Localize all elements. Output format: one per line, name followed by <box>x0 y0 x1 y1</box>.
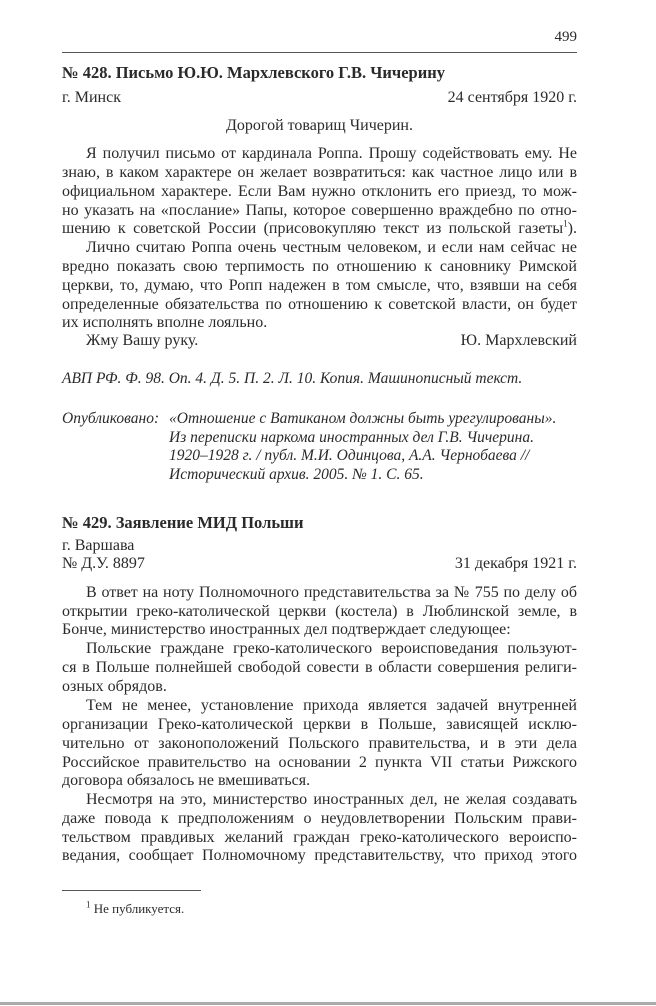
doc428-line: Лично считаю Роппа очень честным человеком, и если нам сейчас не <box>86 239 577 256</box>
doc428-title: № 428. Письмо Ю.Ю. Мархлевского Г.В. Чичерину <box>62 63 445 82</box>
published-line: «Отношение с Ватиканом должны быть урегулированы». <box>169 410 557 427</box>
doc429-line: ся в Польше полнейшей свободой совести в области совершения религи- <box>62 659 577 676</box>
published-label: Опубликовано: <box>62 410 160 427</box>
doc428-line: но указать на «послание» Папы, которое совершенно враждебно по отно- <box>62 202 577 219</box>
doc428-signature: Ю. Мархлевский <box>460 332 577 349</box>
doc429-place: г. Варшава <box>62 537 135 554</box>
footnote-rule <box>62 890 201 891</box>
doc428-closing: Жму Вашу руку. <box>86 332 199 349</box>
doc429-line: чительно от законоположений Польского правительства, и в эти дела <box>62 735 577 752</box>
doc428-line <box>62 219 577 238</box>
header-rule <box>62 52 577 53</box>
line-end: ). <box>567 220 577 237</box>
doc428-salutation: Дорогой товарищ Чичерин. <box>226 117 413 134</box>
doc428-line: знаю, в каком характере он желает возвратиться: как частное лицо или в <box>62 164 577 181</box>
doc428-line: официальном характере. Если Вам нужно отклонить его приезд, то мож- <box>62 183 577 200</box>
published-line: 1920–1928 г. / публ. М.И. Одинцова, А.А. Чернобаева // <box>169 447 530 464</box>
doc429-line: Несмотря на это, министерство иностранных дел, не желая создавать <box>86 791 577 808</box>
footnote-ref: 1 <box>563 218 568 229</box>
doc429-line: озных обрядов. <box>62 678 167 695</box>
doc429-line: Бонче, министерство иностранных дел подтверждает следующее: <box>62 621 511 638</box>
doc428-place: г. Минск <box>62 89 121 106</box>
published-line: Из переписки наркома иностранных дел Г.В. Чичерина. <box>169 429 534 446</box>
footnote-text: Не публикуется. <box>93 901 185 916</box>
page-number: 499 <box>554 29 577 45</box>
doc428-line: определенные обязательства по отношению к советской власти, он будет <box>62 296 577 313</box>
page-bottom-edge <box>0 1002 656 1005</box>
doc429-line: Тем не менее, установление прихода является задачей внутренней <box>86 697 577 714</box>
doc429-line: даже повода к предположениям о неудовлетворении Польским прави- <box>62 810 577 827</box>
published-line: Исторический архив. 2005. № 1. С. 65. <box>169 466 424 483</box>
doc429-title: № 429. Заявление МИД Польши <box>62 513 304 532</box>
doc429-line: договора обязалось не вмешиваться. <box>62 772 311 789</box>
doc429-line: ведания, сообщает Полномочному представительству, что приход этого <box>62 847 577 864</box>
line-text: шению к советской России (присовокупляю текст из польской газеты <box>62 220 564 237</box>
doc429-line: открытии греко-католической церкви (костела) в Люблинской земле, в <box>62 603 577 620</box>
doc429-line: Российское правительство на основании 2 пункта VII статьи Рижского <box>62 754 577 771</box>
doc429-date: 31 декабря 1921 г. <box>454 555 577 572</box>
doc429-line: организации Греко-католической церкви в Польше, зависящей исклю- <box>62 716 577 733</box>
doc429-number: № Д.У. 8897 <box>62 555 145 572</box>
footnote-mark: 1 <box>86 899 91 910</box>
doc428-line: вредно показать свою терпимость по отношению к сановнику Римской <box>62 258 577 275</box>
doc428-line: их исполнять вполне лояльно. <box>62 314 268 331</box>
footnote <box>86 899 577 918</box>
doc428-line: Я получил письмо от кардинала Роппа. Прошу содействовать ему. Не <box>86 145 577 162</box>
doc429-line: Польские граждане греко-католического вероисповедания пользуют- <box>86 640 577 657</box>
doc429-line: В ответ на ноту Полномочного представительства за № 755 по делу об <box>86 584 577 601</box>
doc428-line: церкви, то, думаю, что Ропп надежен в том смысле, что, взявши на себя <box>62 277 577 294</box>
doc428-source: АВП РФ. Ф. 98. Оп. 4. Д. 5. П. 2. Л. 10. Копия. Машинописный текст. <box>62 370 523 387</box>
doc428-date: 24 сентября 1920 г. <box>447 89 577 106</box>
doc429-line: тельством правдивых желаний граждан греко-католического вероиспо- <box>62 829 577 846</box>
